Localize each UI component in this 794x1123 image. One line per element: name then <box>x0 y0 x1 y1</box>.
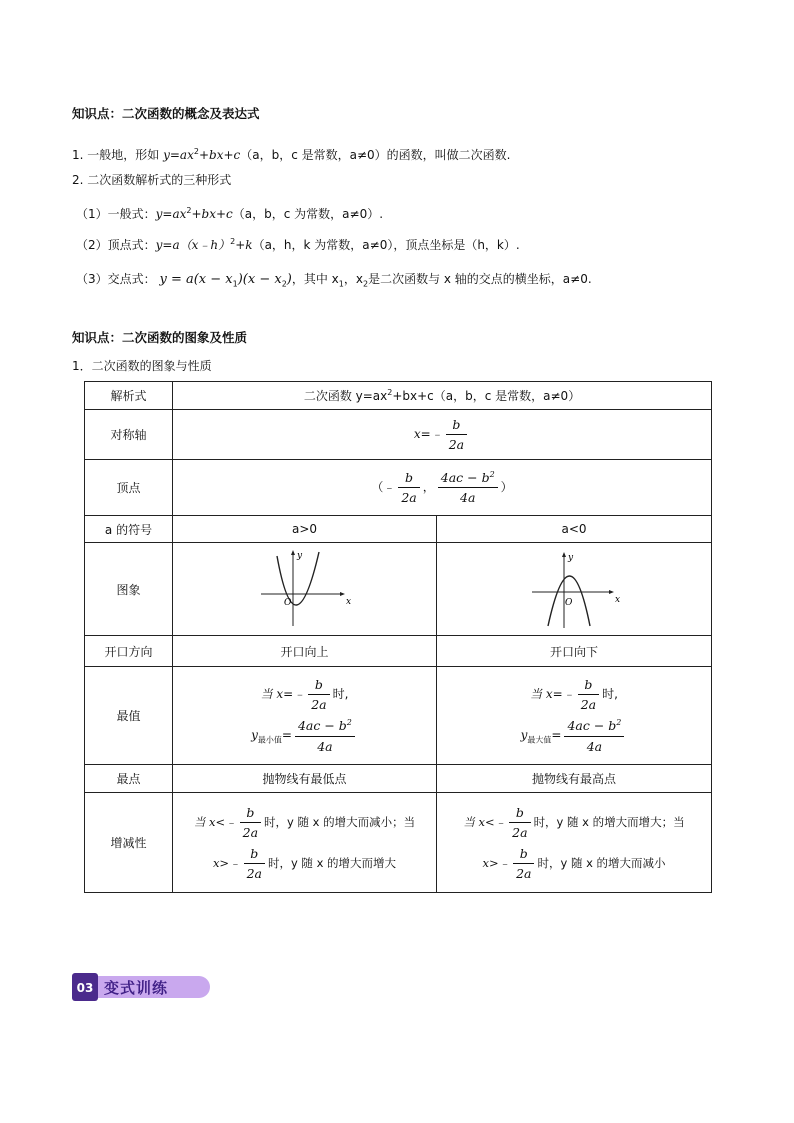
extreme-min-cell: 当 x=﹣ $\frac{b}{2a}$ 时, $y_{最小值}=$ $\frac{4ac - b^2}{4a}$ <box>173 667 437 765</box>
row-label-formula: 解析式 <box>85 382 173 410</box>
row-label-extreme: 最值 <box>85 667 173 765</box>
fraction: $\frac{b}{2a}$ <box>578 677 599 712</box>
formula-cell: 二次函数 $y=ax^2+bx+c(a$，b，c 是常数，a≠0） <box>173 382 712 410</box>
downward-parabola-graph <box>526 546 622 630</box>
table-row <box>85 410 712 460</box>
fraction: $\frac{4ac - b^2}{4a}$ <box>438 470 498 505</box>
y-axis-label: y <box>568 552 574 563</box>
vertex-cell: （﹣ $\frac{b}{2a}$ ， $\frac{4ac - b^2}{4a}$ ） <box>173 460 712 516</box>
row-label-extreme-point: 最点 <box>85 765 173 793</box>
general-form: （1）一般式：$y=ax^2+bx+c(a$，b，c 为常数，a≠0）. <box>76 206 384 221</box>
graph-downward-cell <box>437 543 712 636</box>
table-row <box>85 765 712 793</box>
lowest-point: 抛物线有最低点 <box>173 765 437 793</box>
sign-negative: a<0 <box>437 516 712 543</box>
table-row <box>85 793 712 893</box>
highest-point: 抛物线有最高点 <box>437 765 712 793</box>
x-axis-label: x <box>345 596 351 607</box>
row-label-axis: 对称轴 <box>85 410 173 460</box>
monotonic-negative-cell: 当 x<﹣ $\frac{b}{2a}$ 时，y 随 x 的增大而增大；当 x>﹣ $\frac{b}{2a}$ 时，y 随 x 的增大而减小 <box>437 793 712 893</box>
definition-line: 1. 一般地，形如 $y=ax^2+bx+c(a$，b，c 是常数，a≠0）的函数，叫做二次函数. <box>72 147 511 162</box>
fraction: $\frac{b}{2a}$ <box>398 470 419 505</box>
fraction: $\frac{4ac - b^2}{4a}$ <box>564 718 624 753</box>
vertex-form: （2）顶点式：y=a（x﹣h）$^2$+k（a，h，k 为常数，a≠0），顶点坐标是（h，k）. <box>76 237 520 252</box>
fraction: $\frac{b}{2a}$ <box>509 805 530 840</box>
axis-cell: x=﹣ $\frac{b}{2a}$ <box>173 410 712 460</box>
section-heading-concept: 知识点：二次函数的概念及表达式 <box>72 106 260 121</box>
fraction: $\frac{b}{2a}$ <box>244 846 265 881</box>
fraction: $\frac{b}{2a}$ <box>308 677 329 712</box>
table-row <box>85 382 712 410</box>
table-row <box>85 543 712 636</box>
direction-up: 开口向上 <box>173 636 437 667</box>
origin-label: O <box>283 597 291 608</box>
section-badge <box>72 973 212 1001</box>
origin-label: O <box>565 597 573 608</box>
extreme-max-cell: 当 x=﹣ $\frac{b}{2a}$ 时, $y_{最大值}=$ $\frac{4ac - b^2}{4a}$ <box>437 667 712 765</box>
table-row <box>85 460 712 516</box>
badge-title: 变式训练 <box>104 979 169 997</box>
forms-heading: 2. 二次函数解析式的三种形式 <box>72 173 232 187</box>
badge-number: 03 <box>76 981 94 995</box>
section-heading-graph: 知识点：二次函数的图象及性质 <box>72 330 248 345</box>
fraction: $\frac{b}{2a}$ <box>240 805 261 840</box>
row-label-sign: a 的符号 <box>85 516 173 543</box>
table-caption: 1．二次函数的图象与性质 <box>72 359 212 373</box>
fraction: $\frac{4ac - b^2}{4a}$ <box>295 718 355 753</box>
y-axis-label: y <box>296 550 302 561</box>
direction-down: 开口向下 <box>437 636 712 667</box>
x-axis-label: x <box>615 594 621 605</box>
row-label-direction: 开口方向 <box>85 636 173 667</box>
row-label-vertex: 顶点 <box>85 460 173 516</box>
table-row <box>85 636 712 667</box>
fraction: $\frac{b}{2a}$ <box>446 417 467 452</box>
row-label-graph: 图象 <box>85 543 173 636</box>
row-label-monotonic: 增减性 <box>85 793 173 893</box>
properties-table <box>84 381 712 893</box>
upward-parabola-graph <box>257 546 353 630</box>
sign-positive: a>0 <box>173 516 437 543</box>
table-row <box>85 667 712 765</box>
intercept-form: （3）交点式： $y = a(x - x_1)(x - x_2)$，其中 $x_1$，$x_2$是二次函数与 x 轴的交点的横坐标，a≠0. <box>76 272 592 289</box>
fraction: $\frac{b}{2a}$ <box>513 846 534 881</box>
graph-upward-cell <box>173 543 437 636</box>
table-row <box>85 516 712 543</box>
monotonic-positive-cell: 当 x<﹣ $\frac{b}{2a}$ 时，y 随 x 的增大而减小；当 x>﹣ $\frac{b}{2a}$ 时，y 随 x 的增大而增大 <box>173 793 437 893</box>
